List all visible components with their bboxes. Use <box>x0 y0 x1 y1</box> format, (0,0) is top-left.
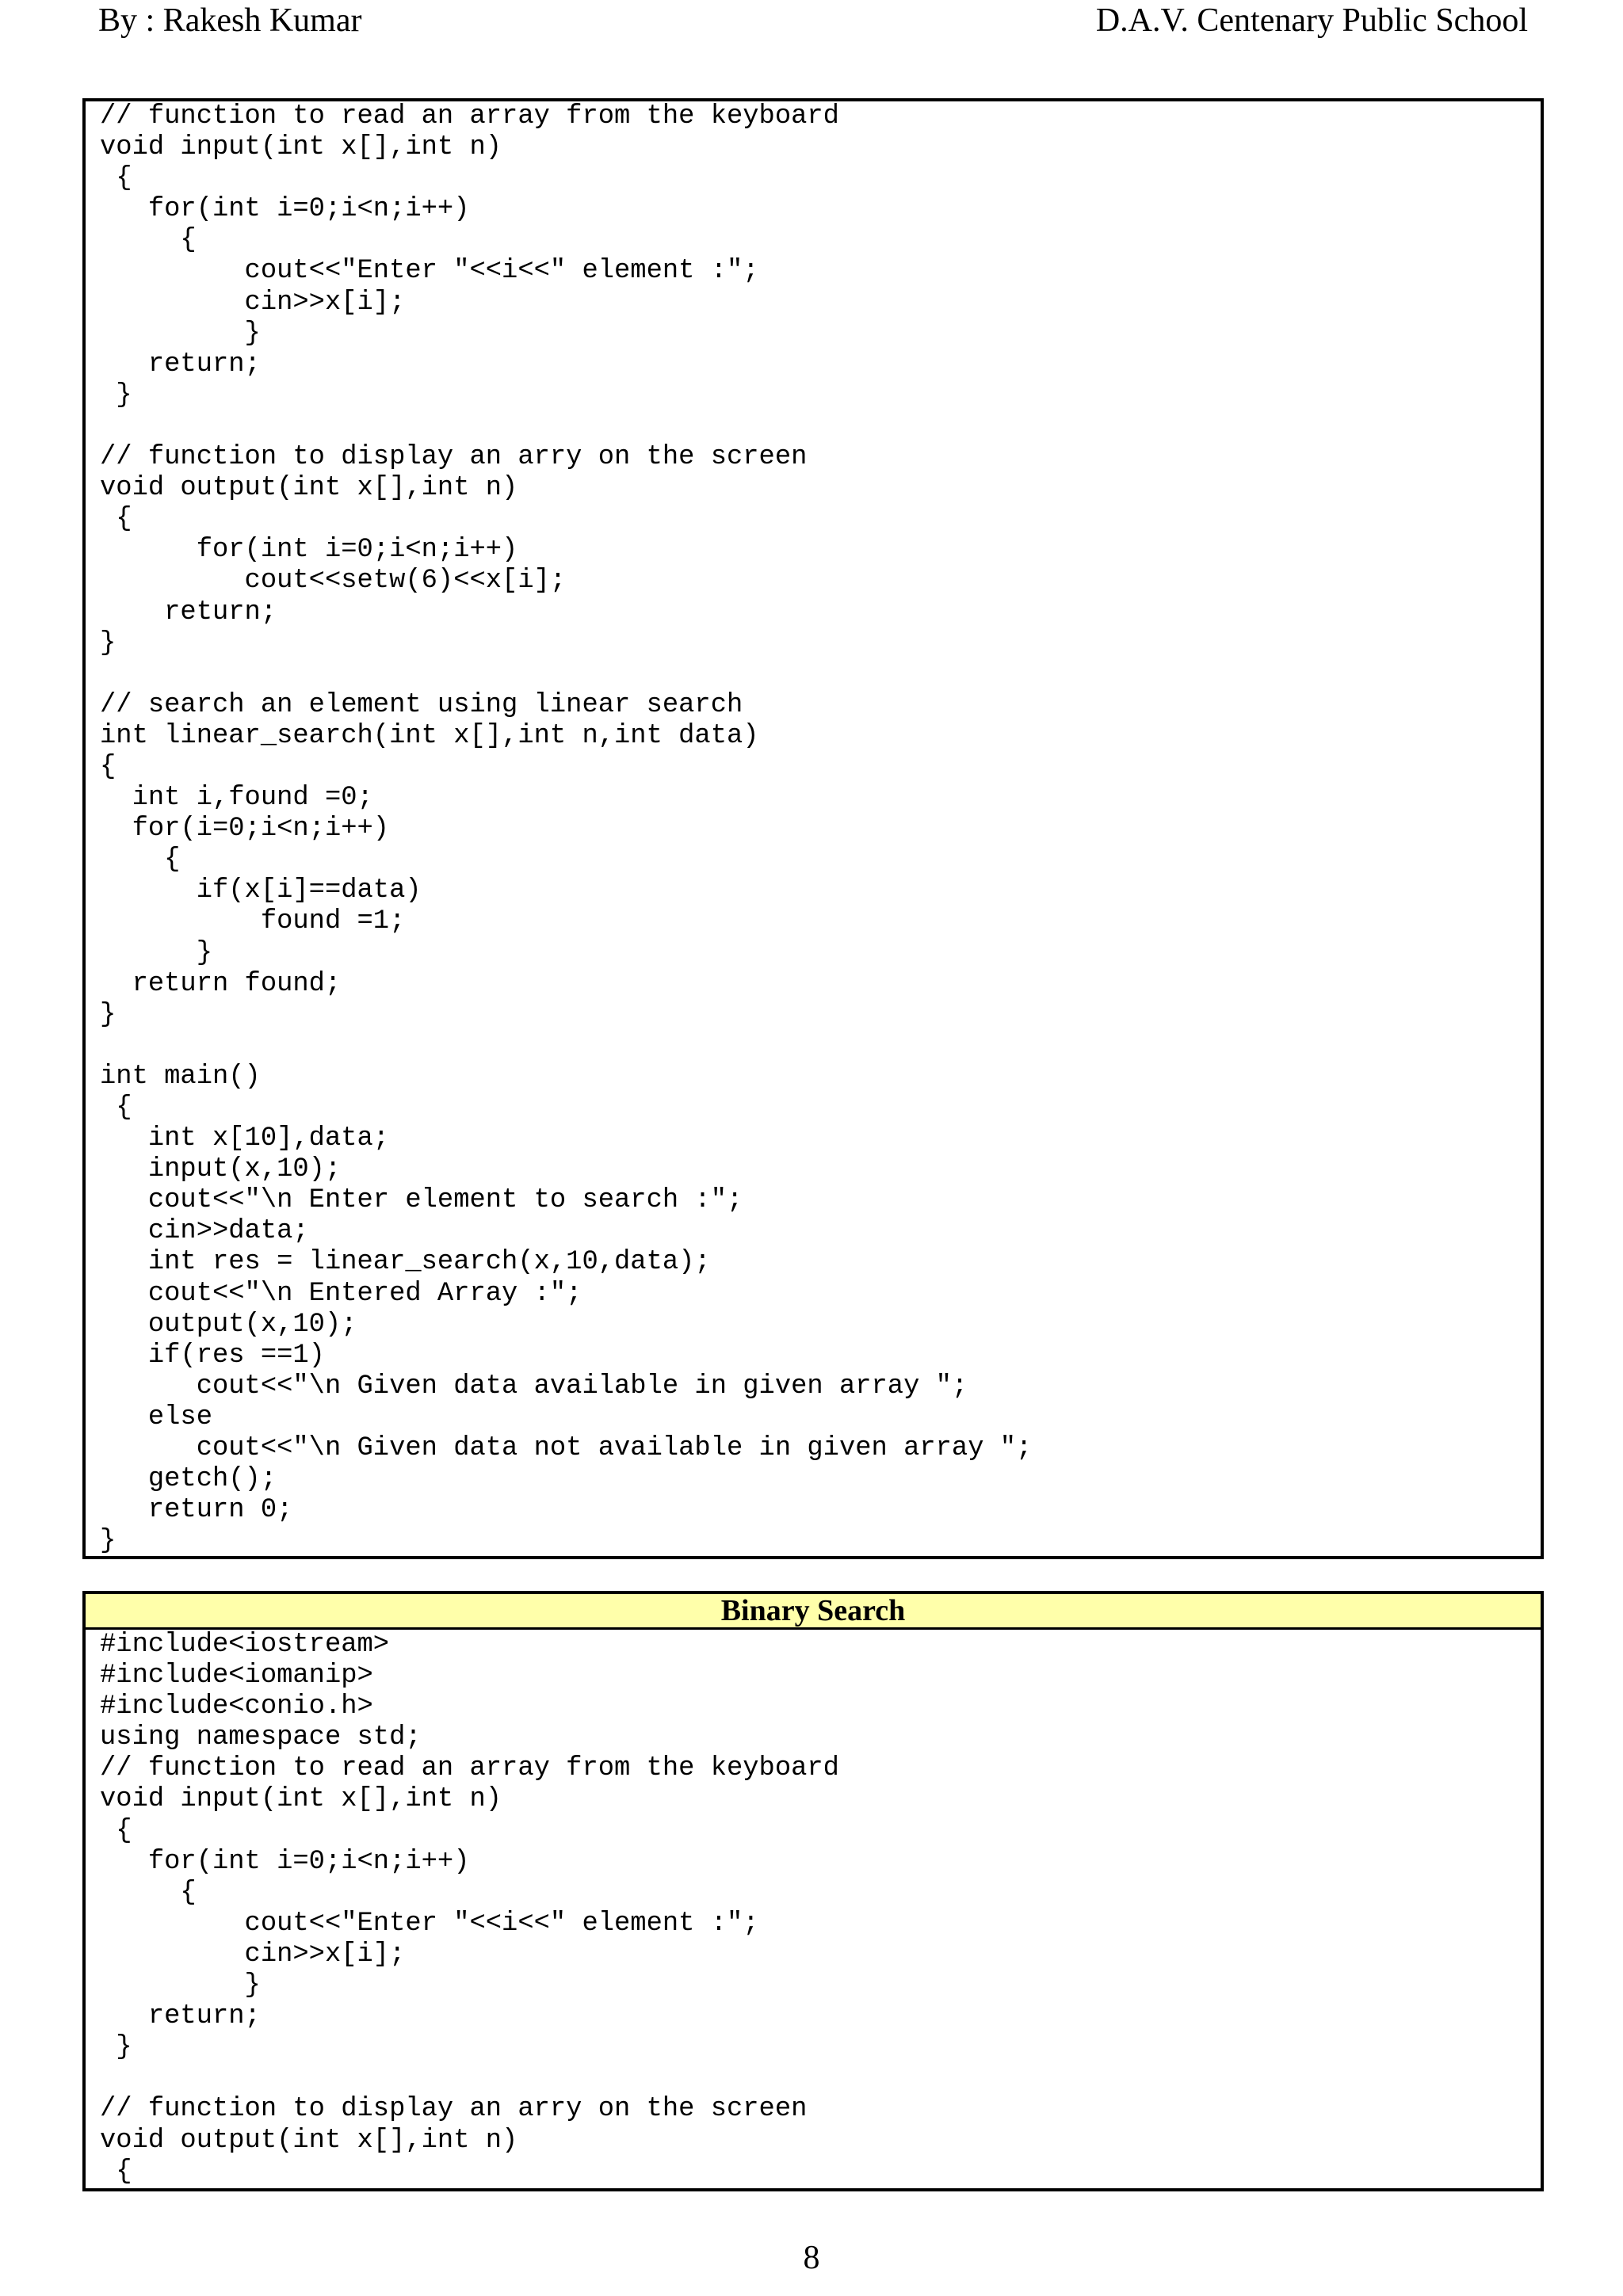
header-school: D.A.V. Centenary Public School <box>1095 2 1528 39</box>
linear-search-code-box <box>82 98 1544 1559</box>
binary-search-title: Binary Search <box>86 1594 1541 1630</box>
page-number: 8 <box>803 2240 820 2276</box>
linear-search-code: // function to read an array from the keyboard void input(int x[],int n) { for(int i=0;i<n;i++) { cout<<"Enter "<<i<<" element :"; cin>>x[i]; } return; } // function to display an arry on the screen void output(int x[],int n) { for(int i=0;i<n;i++) cout<<setw(6)<<x[i]; return; } // search an element using linear search int linear_search(int x[],int n,int data) { int i,found =0; for(i=0;i<n;i++) { if(x[i]==data) found =1; } return found; } int main() { int x[10],data; input(x,10); cout<<"\n Enter element to search :"; cin>>data; int res = linear_search(x,10,data); cout<<"\n Entered Array :"; output(x,10); if(res ==1) cout<<"\n Given data available in given array "; else cout<<"\n Given data not available in given array "; getch(); return 0; } <box>100 101 1033 1557</box>
binary-search-code: #include<iostream> #include<iomanip> #include<conio.h> using namespace std; // function to read an array from the keyboard void input(int x[],int n) { for(int i=0;i<n;i++) { cout<<"Enter "<<i<<" element :"; cin>>x[i]; } return; } // function to display an arry on the screen void output(int x[],int n) { <box>100 1630 839 2187</box>
binary-search-code-box <box>82 1591 1544 2191</box>
header-author: By : Rakesh Kumar <box>98 2 362 39</box>
